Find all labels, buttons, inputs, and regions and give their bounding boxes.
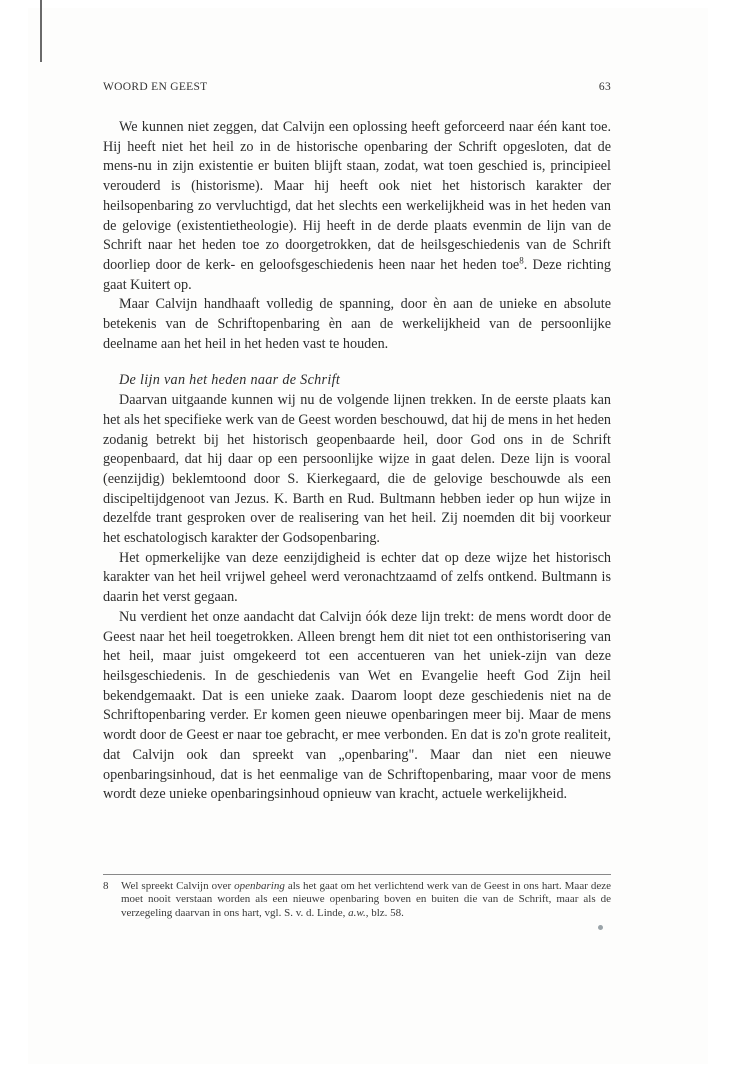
running-header [103,81,611,97]
paragraph-3: Daarvan uitgaande kunnen wij nu de volgende lijnen trekken. In de eerste plaats kan het als het specifieke werk van de Geest worden beschouwd, dat hij de mens in het heden zodanig betrekt bij het historisch geopenbaarde heil, door God ons in de Schrift geopenbaard, dat hij daar op een persoonlijke wijze in gaat delen. Deze lijn is vooral (eenzijdig) beklemtoond door S. Kierkegaard, die de gelovige beschouwde als een discipeltijdgenoot van Jezus. K. Barth en Rud. Bultmann hebben ieder op hun wijze in dezelfde trant gesproken over de realisering van het heil. Zij noemden dit bij voorkeur het eschatologisch karakter der Godsopenbaring. [103,392,611,547]
running-title: WOORD EN GEEST [103,81,208,93]
paragraph-1-end: . Deze richting gaat Kuitert op. [103,256,611,293]
section-title: De lijn van het heden naar de Schrift [119,372,341,389]
page-number: 63 [598,81,611,93]
footnote-8 [103,880,611,920]
footnote-ref: 8 [519,255,524,266]
paragraph-5: Nu verdient het onze aandacht dat Calvijn óók deze lijn trekt: de mens wordt door de Geest naar het heil toegetrokken. Alleen brengt hem dit niet tot een onthistorisering van het heil, maar juist omgekeerd tot een accentueren van het uniek-zijn van deze heilsgeschiedenis. In de geschiedenis van Wet en Evangelie heeft God Zijn heil bekendgemaakt. Dat is een unieke zaak. Daarom loopt deze geschiedenis niet na de Schriftopenbaring verder. Er komen geen nieuwe openbaringen meer bij. Maar de mens wordt door de Geest er naar toe gebracht, er mee verbonden. En dat is zo'n grote realiteit, dat Calvijn ook dan spreekt van „openbaring". Maar dan niet een nieuwe openbaringsinhoud, dat is het eenmalige van de Schriftopenbaring, maar voor de mens wordt deze unieke openbaringsinhoud opnieuw van kracht, actuele werkelijkheid. [103,608,611,803]
footnote-mark: 8 [103,880,109,892]
footnote-text-b: als het gaat om het verlichtend werk van de Geest in ons hart. Maar deze moet nooit verstaan worden als een nieuwe openbaring boven en buiten die van de Schrift, maar als de verzegeling daarvan in ons hart, vgl. S. v. d. Linde, [121,880,612,919]
footnote-text-italic-2: a.w. [348,906,366,919]
footnote-text-italic: openbaring [234,880,285,892]
footnote-text [121,880,611,920]
paragraph-1-text: We kunnen niet zeggen, dat Calvijn een oplossing heeft geforceerd naar één kant toe. Hij heeft niet het heil zo in de historische openbaring der Schrift opgesloten, dat de mens-nu in zijn existentie er buiten blijft staan, zodat, wat toen geschied is, principieel verouderd is (historisme). Maar hij heeft ook niet het historisch karakter der heilsopenbaring zo vervluchtigd, dat het slechts een werkelijkheid was in het heden van de gelovige (existentietheologie). Hij heeft in de derde plaats evenmin de lijn van de Schrift naar het heden toe zo doorgetrokken, dat de heilsgeschiedenis van de Schrift doorliep door de kerk- en geloofsgeschiedenis heen naar het heden toe [103,119,611,273]
paragraph-2: Maar Calvijn handhaaft volledig de spanning, door èn aan de unieke en absolute betekenis van de Schriftopenbaring èn aan de werkelijkheid van de persoonlijke deelname aan het heil in het heden vast te houden. [103,296,611,352]
body-text [103,118,611,805]
footnotes [103,874,611,920]
paragraph-4: Het opmerkelijke van deze eenzijdigheid is echter dat op deze wijze het historisch karakter van het heil vrijwel geheel werd veronachtzaamd of zelfs ontkend. Bultmann is daarin het verst gegaan. [103,549,611,606]
scan-speck [598,925,603,930]
footnote-text-a: Wel spreekt Calvijn over [121,880,235,892]
footnote-text-c: , blz. 58. [365,906,404,919]
paragraph-1 [103,118,611,295]
scan-edge-mark [40,0,42,62]
